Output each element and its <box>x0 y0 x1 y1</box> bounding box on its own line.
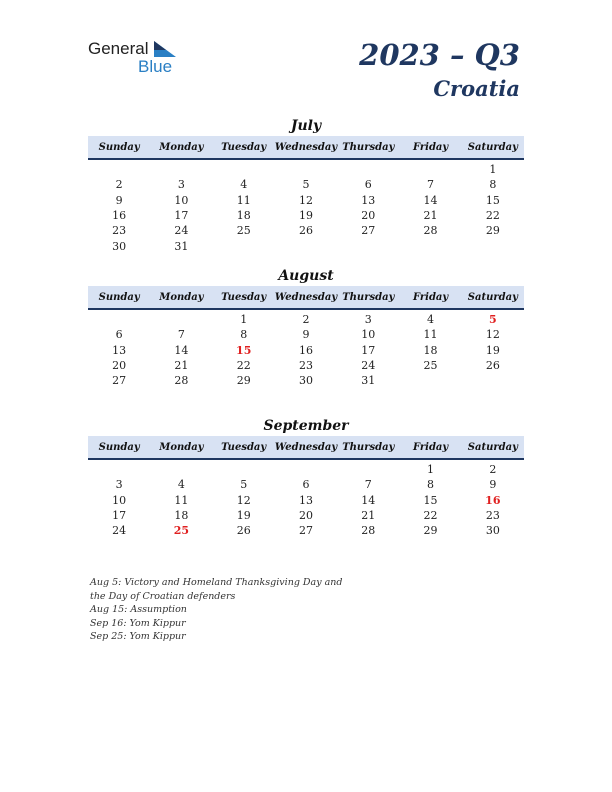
week-row <box>88 162 524 177</box>
day-cell: 19 <box>298 209 313 223</box>
weekday-label: Tuesday <box>221 141 267 153</box>
page-title: 2023 – Q3 <box>359 38 520 72</box>
weekday-label: Monday <box>159 441 204 453</box>
weekday-label: Friday <box>412 291 449 303</box>
day-cell: 16 <box>112 209 127 223</box>
weekday-label: Thursday <box>342 141 395 153</box>
day-cell: 21 <box>423 209 438 223</box>
day-cell: 5 <box>302 178 310 192</box>
day-cell: 24 <box>112 524 127 538</box>
week-row <box>88 523 524 538</box>
weekday-label: Wednesday <box>274 441 338 453</box>
day-cell: 7 <box>364 478 372 492</box>
day-cell: 18 <box>174 509 189 523</box>
day-cell: 25 <box>236 224 251 238</box>
month-name: September <box>263 418 349 434</box>
weekday-label: Friday <box>412 141 449 153</box>
day-cell: 11 <box>174 493 189 507</box>
holiday-note: Aug 15: Assumption <box>90 604 187 616</box>
weekday-label: Sunday <box>98 141 140 153</box>
day-cell: 7 <box>177 328 185 342</box>
day-cell: 1 <box>427 463 435 477</box>
country-name: Croatia <box>433 76 520 101</box>
day-cell: 30 <box>485 524 500 538</box>
day-cell: 4 <box>240 178 248 192</box>
holiday-note: Sep 25: Yom Kippur <box>90 631 186 643</box>
day-cell: 13 <box>361 193 376 207</box>
day-cell: 12 <box>298 193 313 207</box>
day-cell: 18 <box>236 209 251 223</box>
weekday-label: Saturday <box>467 291 518 303</box>
day-cell: 9 <box>489 478 497 492</box>
day-cell: 26 <box>236 524 251 538</box>
day-cell: 26 <box>298 224 313 238</box>
day-cell: 22 <box>485 209 500 223</box>
weekday-header <box>88 436 524 460</box>
day-cell: 21 <box>174 359 189 373</box>
weekday-header <box>88 136 524 160</box>
day-cell: 29 <box>485 224 500 238</box>
day-cell: 24 <box>361 359 376 373</box>
week-row <box>88 343 524 358</box>
day-cell: 9 <box>302 328 310 342</box>
weekday-label: Thursday <box>342 441 395 453</box>
day-cell: 19 <box>485 343 500 357</box>
day-cell: 11 <box>423 328 438 342</box>
day-cell: 2 <box>489 463 497 477</box>
day-cell: 17 <box>112 509 127 523</box>
week-row <box>88 358 524 373</box>
week-row <box>88 177 524 192</box>
weekday-label: Sunday <box>98 441 140 453</box>
weekday-label: Saturday <box>467 441 518 453</box>
day-cell: 15 <box>423 493 438 507</box>
day-cell: 12 <box>236 493 251 507</box>
day-cell: 30 <box>112 239 127 253</box>
day-cell: 20 <box>112 359 127 373</box>
day-cell: 24 <box>174 224 189 238</box>
weekday-label: Wednesday <box>274 141 338 153</box>
day-cell: 8 <box>427 478 435 492</box>
day-cell: 26 <box>485 359 500 373</box>
day-cell: 13 <box>298 493 313 507</box>
month-name: July <box>290 118 322 134</box>
holiday-note: Aug 5: Victory and Homeland Thanksgiving Day and <box>90 577 343 588</box>
day-cell: 2 <box>115 178 123 192</box>
week-row <box>88 193 524 208</box>
day-cell: 2 <box>302 313 310 327</box>
month-july <box>88 116 524 254</box>
day-cell: 23 <box>298 359 313 373</box>
day-cell: 16 <box>485 493 501 507</box>
weekday-header <box>88 286 524 310</box>
day-cell: 6 <box>364 178 372 192</box>
weekday-label: Tuesday <box>221 291 267 303</box>
weekday-label: Wednesday <box>274 291 338 303</box>
day-cell: 8 <box>240 328 248 342</box>
day-cell: 4 <box>427 313 435 327</box>
weekday-label: Monday <box>159 291 204 303</box>
week-row <box>88 327 524 342</box>
day-cell: 11 <box>236 193 251 207</box>
day-cell: 28 <box>423 224 438 238</box>
day-cell: 5 <box>489 313 497 327</box>
holiday-note: Sep 16: Yom Kippur <box>90 617 186 629</box>
week-row <box>88 462 524 477</box>
day-cell: 3 <box>364 313 372 327</box>
day-cell: 21 <box>361 509 376 523</box>
holiday-note: the Day of Croatian defenders <box>90 590 236 602</box>
day-cell: 14 <box>174 343 189 357</box>
day-cell: 7 <box>427 178 435 192</box>
week-row <box>88 238 524 253</box>
day-cell: 28 <box>361 524 376 538</box>
day-cell: 19 <box>236 509 251 523</box>
logo-text-general: General <box>88 39 149 58</box>
week-row <box>88 223 524 238</box>
weekday-label: Thursday <box>342 291 395 303</box>
day-cell: 6 <box>115 328 123 342</box>
day-cell: 20 <box>361 209 376 223</box>
day-cell: 10 <box>361 328 376 342</box>
day-cell: 3 <box>177 178 185 192</box>
day-cell: 15 <box>236 343 252 357</box>
day-cell: 18 <box>423 343 438 357</box>
day-cell: 5 <box>240 478 248 492</box>
day-cell: 3 <box>115 478 123 492</box>
weekday-label: Monday <box>159 141 204 153</box>
day-cell: 25 <box>423 359 438 373</box>
weekday-label: Friday <box>412 441 449 453</box>
day-cell: 10 <box>174 193 189 207</box>
day-cell: 22 <box>423 509 438 523</box>
day-cell: 1 <box>489 163 497 177</box>
month-name: August <box>278 268 334 284</box>
week-row <box>88 373 524 388</box>
day-cell: 29 <box>236 374 251 388</box>
day-cell: 13 <box>112 343 127 357</box>
day-cell: 4 <box>177 478 185 492</box>
day-cell: 1 <box>240 313 248 327</box>
week-row <box>88 312 524 327</box>
weekday-label: Tuesday <box>221 441 267 453</box>
logo-text-blue: Blue <box>138 57 173 76</box>
day-cell: 10 <box>112 493 127 507</box>
day-cell: 27 <box>298 524 313 538</box>
day-cell: 17 <box>361 343 376 357</box>
logo-flag-icon <box>154 41 176 57</box>
day-cell: 29 <box>423 524 438 538</box>
day-cell: 31 <box>361 374 376 388</box>
day-cell: 14 <box>361 493 376 507</box>
week-row <box>88 493 524 508</box>
day-cell: 25 <box>173 524 190 538</box>
day-cell: 23 <box>485 509 500 523</box>
day-cell: 15 <box>485 193 500 207</box>
weekday-label: Sunday <box>98 291 140 303</box>
day-cell: 8 <box>489 178 497 192</box>
day-cell: 22 <box>236 359 251 373</box>
day-cell: 12 <box>485 328 500 342</box>
day-cell: 31 <box>174 239 189 253</box>
holiday-notes <box>90 576 342 644</box>
logo <box>88 40 172 76</box>
month-september <box>88 416 524 538</box>
day-cell: 23 <box>112 224 127 238</box>
day-cell: 20 <box>298 509 313 523</box>
day-cell: 9 <box>115 193 123 207</box>
week-row <box>88 208 524 223</box>
day-cell: 17 <box>174 209 189 223</box>
week-row <box>88 508 524 523</box>
day-cell: 16 <box>298 343 313 357</box>
weekday-label: Saturday <box>467 141 518 153</box>
day-cell: 27 <box>361 224 376 238</box>
day-cell: 27 <box>112 374 127 388</box>
day-cell: 6 <box>302 478 310 492</box>
week-row <box>88 477 524 492</box>
day-cell: 30 <box>298 374 313 388</box>
month-august <box>88 266 524 388</box>
day-cell: 28 <box>174 374 189 388</box>
day-cell: 14 <box>423 193 438 207</box>
